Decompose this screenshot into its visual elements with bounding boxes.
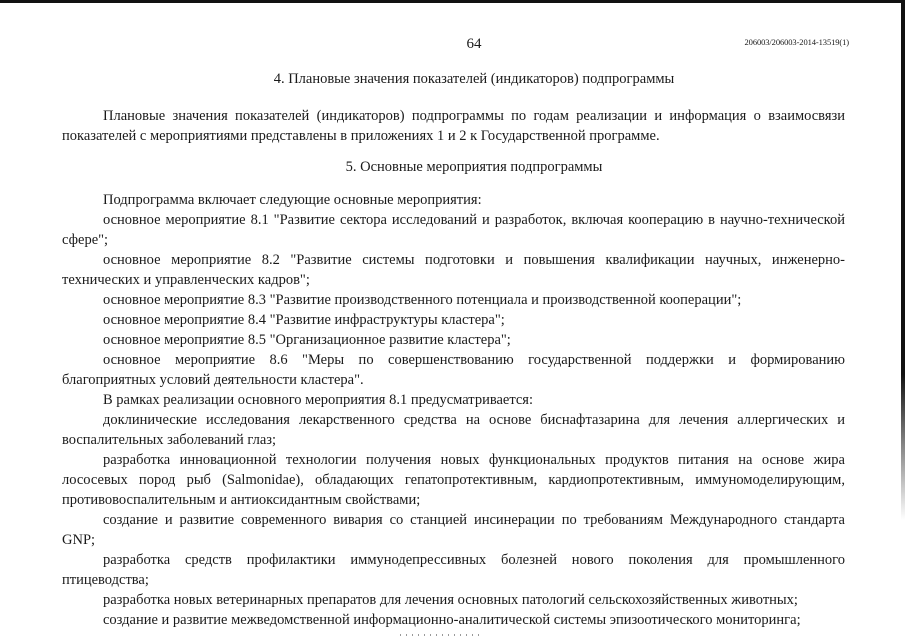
measure-item: основное мероприятие 8.4 "Развитие инфраструктуры кластера";: [103, 312, 505, 328]
section-5-body: [62, 190, 845, 630]
scan-artifact-dots: [400, 634, 480, 636]
measure-item: основное мероприятие 8.5 "Организационное развитие кластера";: [103, 332, 511, 348]
scan-top-edge: [0, 0, 905, 3]
section-5-heading: 5. Основные мероприятия подпрограммы: [345, 159, 603, 175]
activity-item: создание и развитие межведомственной информационно-аналитической системы эпизоотического мониторинга;: [103, 612, 801, 628]
activity-item: разработка средств профилактики иммунодепрессивных болезней нового поколения для промышленного птицеводства;: [62, 552, 845, 588]
section-4-heading: 4. Плановые значения показателей (индикаторов) подпрограммы: [273, 71, 675, 87]
page-number: 64: [466, 36, 482, 52]
activity-item: доклинические исследования лекарственного средства на основе биснафтазарина для лечения аллергических и воспалительных заболеваний глаз;: [62, 412, 845, 448]
section-4-paragraph: Плановые значения показателей (индикаторов) подпрограммы по годам реализации и информация о взаимосвязи показателей с мероприятиями представлены в приложениях 1 и 2 к Государственной программе.: [62, 108, 845, 144]
measure-item: основное мероприятие 8.1 "Развитие сектора исследований и разработок, включая кооперацию в научно-технической сфере";: [62, 212, 845, 248]
document-code: 206003/206003-2014-13519(1): [744, 37, 849, 47]
measures-intro: Подпрограмма включает следующие основные мероприятия:: [103, 192, 482, 208]
activity-item: разработка инновационной технологии получения новых функциональных продуктов питания на основе жира лососевых пород рыб (Salmonidae), обладающих гепатопротективным, кардиопротективным, иммуномоделирующим, противовоспалительным и антиоксидантным свойствами;: [62, 452, 845, 508]
measure-item: основное мероприятие 8.6 "Меры по совершенствованию государственной поддержки и формированию благоприятных условий деятельности кластера".: [62, 352, 845, 388]
activity-item: создание и развитие современного вивария со станцией инсинерации по требованиям Международного стандарта GNP;: [62, 512, 845, 548]
measure-item: основное мероприятие 8.2 "Развитие системы подготовки и повышения квалификации научных, инженерно-технических и управленческих кадров";: [62, 252, 845, 288]
activities-intro: В рамках реализации основного мероприятия 8.1 предусматривается:: [103, 392, 534, 408]
activity-item: разработка новых ветеринарных препаратов для лечения основных патологий сельскохозяйственных животных;: [103, 592, 798, 608]
measure-item: основное мероприятие 8.3 "Развитие производственного потенциала и производственной кооперации";: [103, 292, 742, 308]
